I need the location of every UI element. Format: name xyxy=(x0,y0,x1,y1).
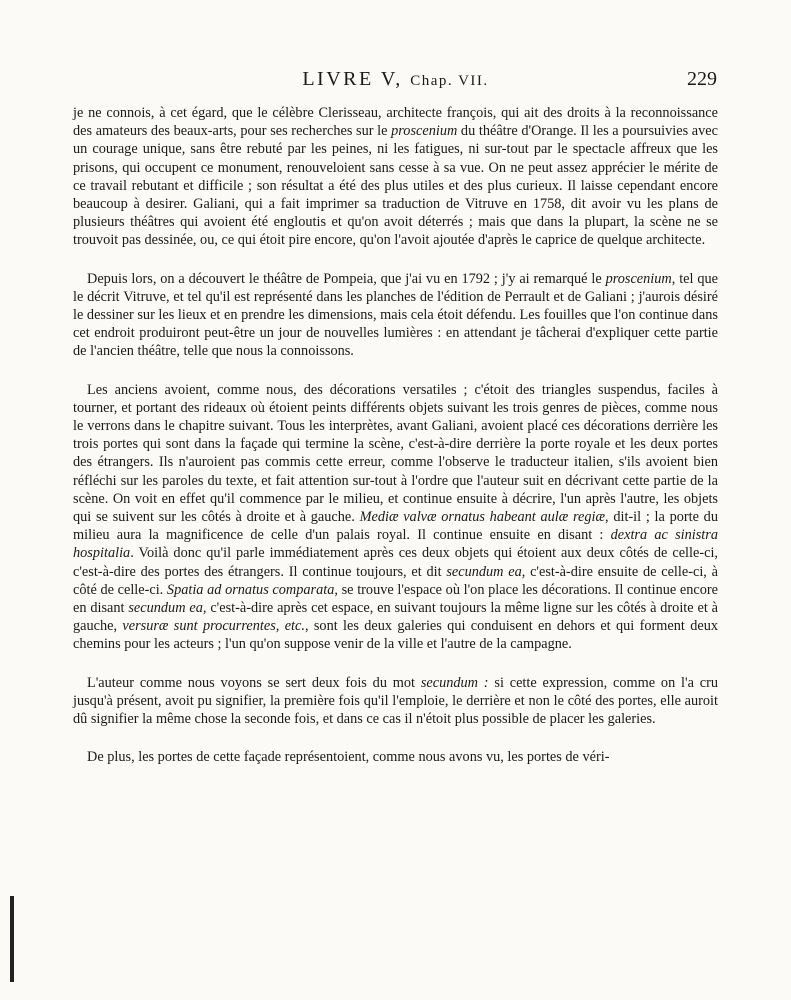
italic-text: Mediæ valvæ ornatus habeant aulæ regiæ xyxy=(359,509,606,526)
paragraph xyxy=(73,748,718,766)
text-run: , tel que le décrit Vitruve, et tel qu'il est représenté dans les planches de l'édition de Perrault et de Galiani ; j'aurois désiré le dessiner sur les lieux et en prendre les dimensions, mais cela étoit défendu. Les fouilles que l'on continue dans cet endroit produiront peut-être un jour de nouvelles lumières : en attendant je tâcherai d'expliquer cette partie de l'ancien théâtre, telle que nous la connoissons. xyxy=(73,270,718,360)
text-run: du théâtre d'Orange. Il les a poursuivies avec un courage unique, sans être rebuté par les peines, ni les fatigues, ni sur-tout par le spectacle affreux que les prisons, qui occupent ce monument, renouveloient sans cesse à sa vue. On ne peut assez apprécier le mérite de ce travail rebutant et difficile ; son résultat a été des plus utiles et des plus curieux. Il laisse cependant encore beaucoup à desirer. Galiani, qui a fait imprimer sa traduction de Vitruve en 1758, dit avoir vu les plans de plusieurs théâtres qui avoient été engloutis et qu'on avoit déterrés ; mais que dans la plupart, la scène ne se trouvoit pas dessinée, ou, ce qui étoit pire encore, qu'on l'avoit ajoutée d'après le caprice de quelque architecte. xyxy=(73,123,718,249)
text-run: , dit-il ; la porte du milieu aura la magnificence de celle d'un palais royal. Il continue ensuite en disant : xyxy=(73,509,718,544)
text-run: je ne connois, à cet égard, que le célèbre Clerisseau, architecte françois, qui ait des droits à la reconnoissance des amateurs des beaux-arts, pour ses recherches sur le xyxy=(73,105,718,140)
italic-text: versuræ sunt procurrentes, etc. xyxy=(122,618,305,635)
running-header xyxy=(0,68,791,98)
italic-text: proscenium xyxy=(391,123,458,140)
italic-text: dextra ac sinistra hospitalia xyxy=(73,527,718,562)
text-run: , se trouve l'espace où l'on place les décorations. Il continue encore en disant xyxy=(73,581,718,617)
running-head-title xyxy=(0,68,791,91)
margin-scan-mark xyxy=(10,896,14,982)
italic-text: proscenium xyxy=(605,270,672,287)
text-run: , c'est-à-dire ensuite de celle-ci, à côté de celle-ci. xyxy=(73,563,718,598)
text-run: , sont les deux galeries qui conduisent en dehors et qui forment deux chemins pour les acteurs ; l'un qu'on suppose venir de la ville et l'autre de la campagne. xyxy=(73,618,718,653)
text-run: Les anciens avoient, comme nous, des décorations versatiles ; c'étoit des triangles suspendus, faciles à tourner, et portant des rideaux où étoient peints différents objets suivant les trois genres de pièces, comme nous le verrons dans le chapitre suivant. Tous les interprètes, avant Galiani, avoient placé ces décorations derrière les trois portes qui sont dans la façade qui termine la scène, c'est-à-dire derrière la porte royale et les deux portes des étrangers. Ils n'auroient pas commis cette erreur, comme l'observe le traducteur italien, s'ils avoient bien réfléchi sur les paroles du texte, et fait attention sur-tout à l'ordre que l'auteur suit en décrivant cette partie de la scène. On voit en effet qu'il commence par le milieu, et continue ensuite à décrire, l'un après l'autre, les objets qui se suivent sur les côtés à droite et à gauche. xyxy=(73,381,718,526)
chapter-title: Chap. VII. xyxy=(410,73,489,89)
italic-text: secundum ea xyxy=(128,600,203,617)
text-run: Depuis lors, on a découvert le théâtre de Pompeia, que j'ai vu en 1792 ; j'y ai remarqué le xyxy=(87,270,606,287)
text-run: . Voilà donc qu'il parle immédiatement après ces deux objets qui étoient aux deux côtés de celle-ci, c'est-à-dire des portes des étrangers. Il continue toujours, et dit xyxy=(73,545,718,580)
book-title: LIVRE V, xyxy=(302,68,403,90)
paragraph xyxy=(73,270,718,361)
text-run: , c'est-à-dire après cet espace, en suivant toujours la même ligne sur les côtés à droite et à gauche, xyxy=(73,600,718,635)
page-number: 229 xyxy=(687,68,717,90)
text-run: L'auteur comme nous voyons se sert deux fois du mot xyxy=(87,674,421,691)
italic-text: Spatia ad ornatus comparata xyxy=(166,581,335,598)
paragraph xyxy=(73,674,718,729)
paragraph xyxy=(73,104,718,250)
paragraph xyxy=(73,381,718,654)
italic-text: secundum ea xyxy=(446,563,522,580)
text-run: De plus, les portes de cette façade représentoient, comme nous avons vu, les portes de véri- xyxy=(87,749,610,766)
body-text xyxy=(73,104,718,767)
italic-text: secundum : xyxy=(420,674,489,691)
text-run: si cette expression, comme on l'a cru jusqu'à présent, avoit pu signifier, la première fois qu'il l'emploie, le derrière et non le côté des portes, elle auroit dû signifier la même chose la seconde fois, et dans ce cas il n'étoit plus possible de placer les galeries. xyxy=(73,674,718,728)
